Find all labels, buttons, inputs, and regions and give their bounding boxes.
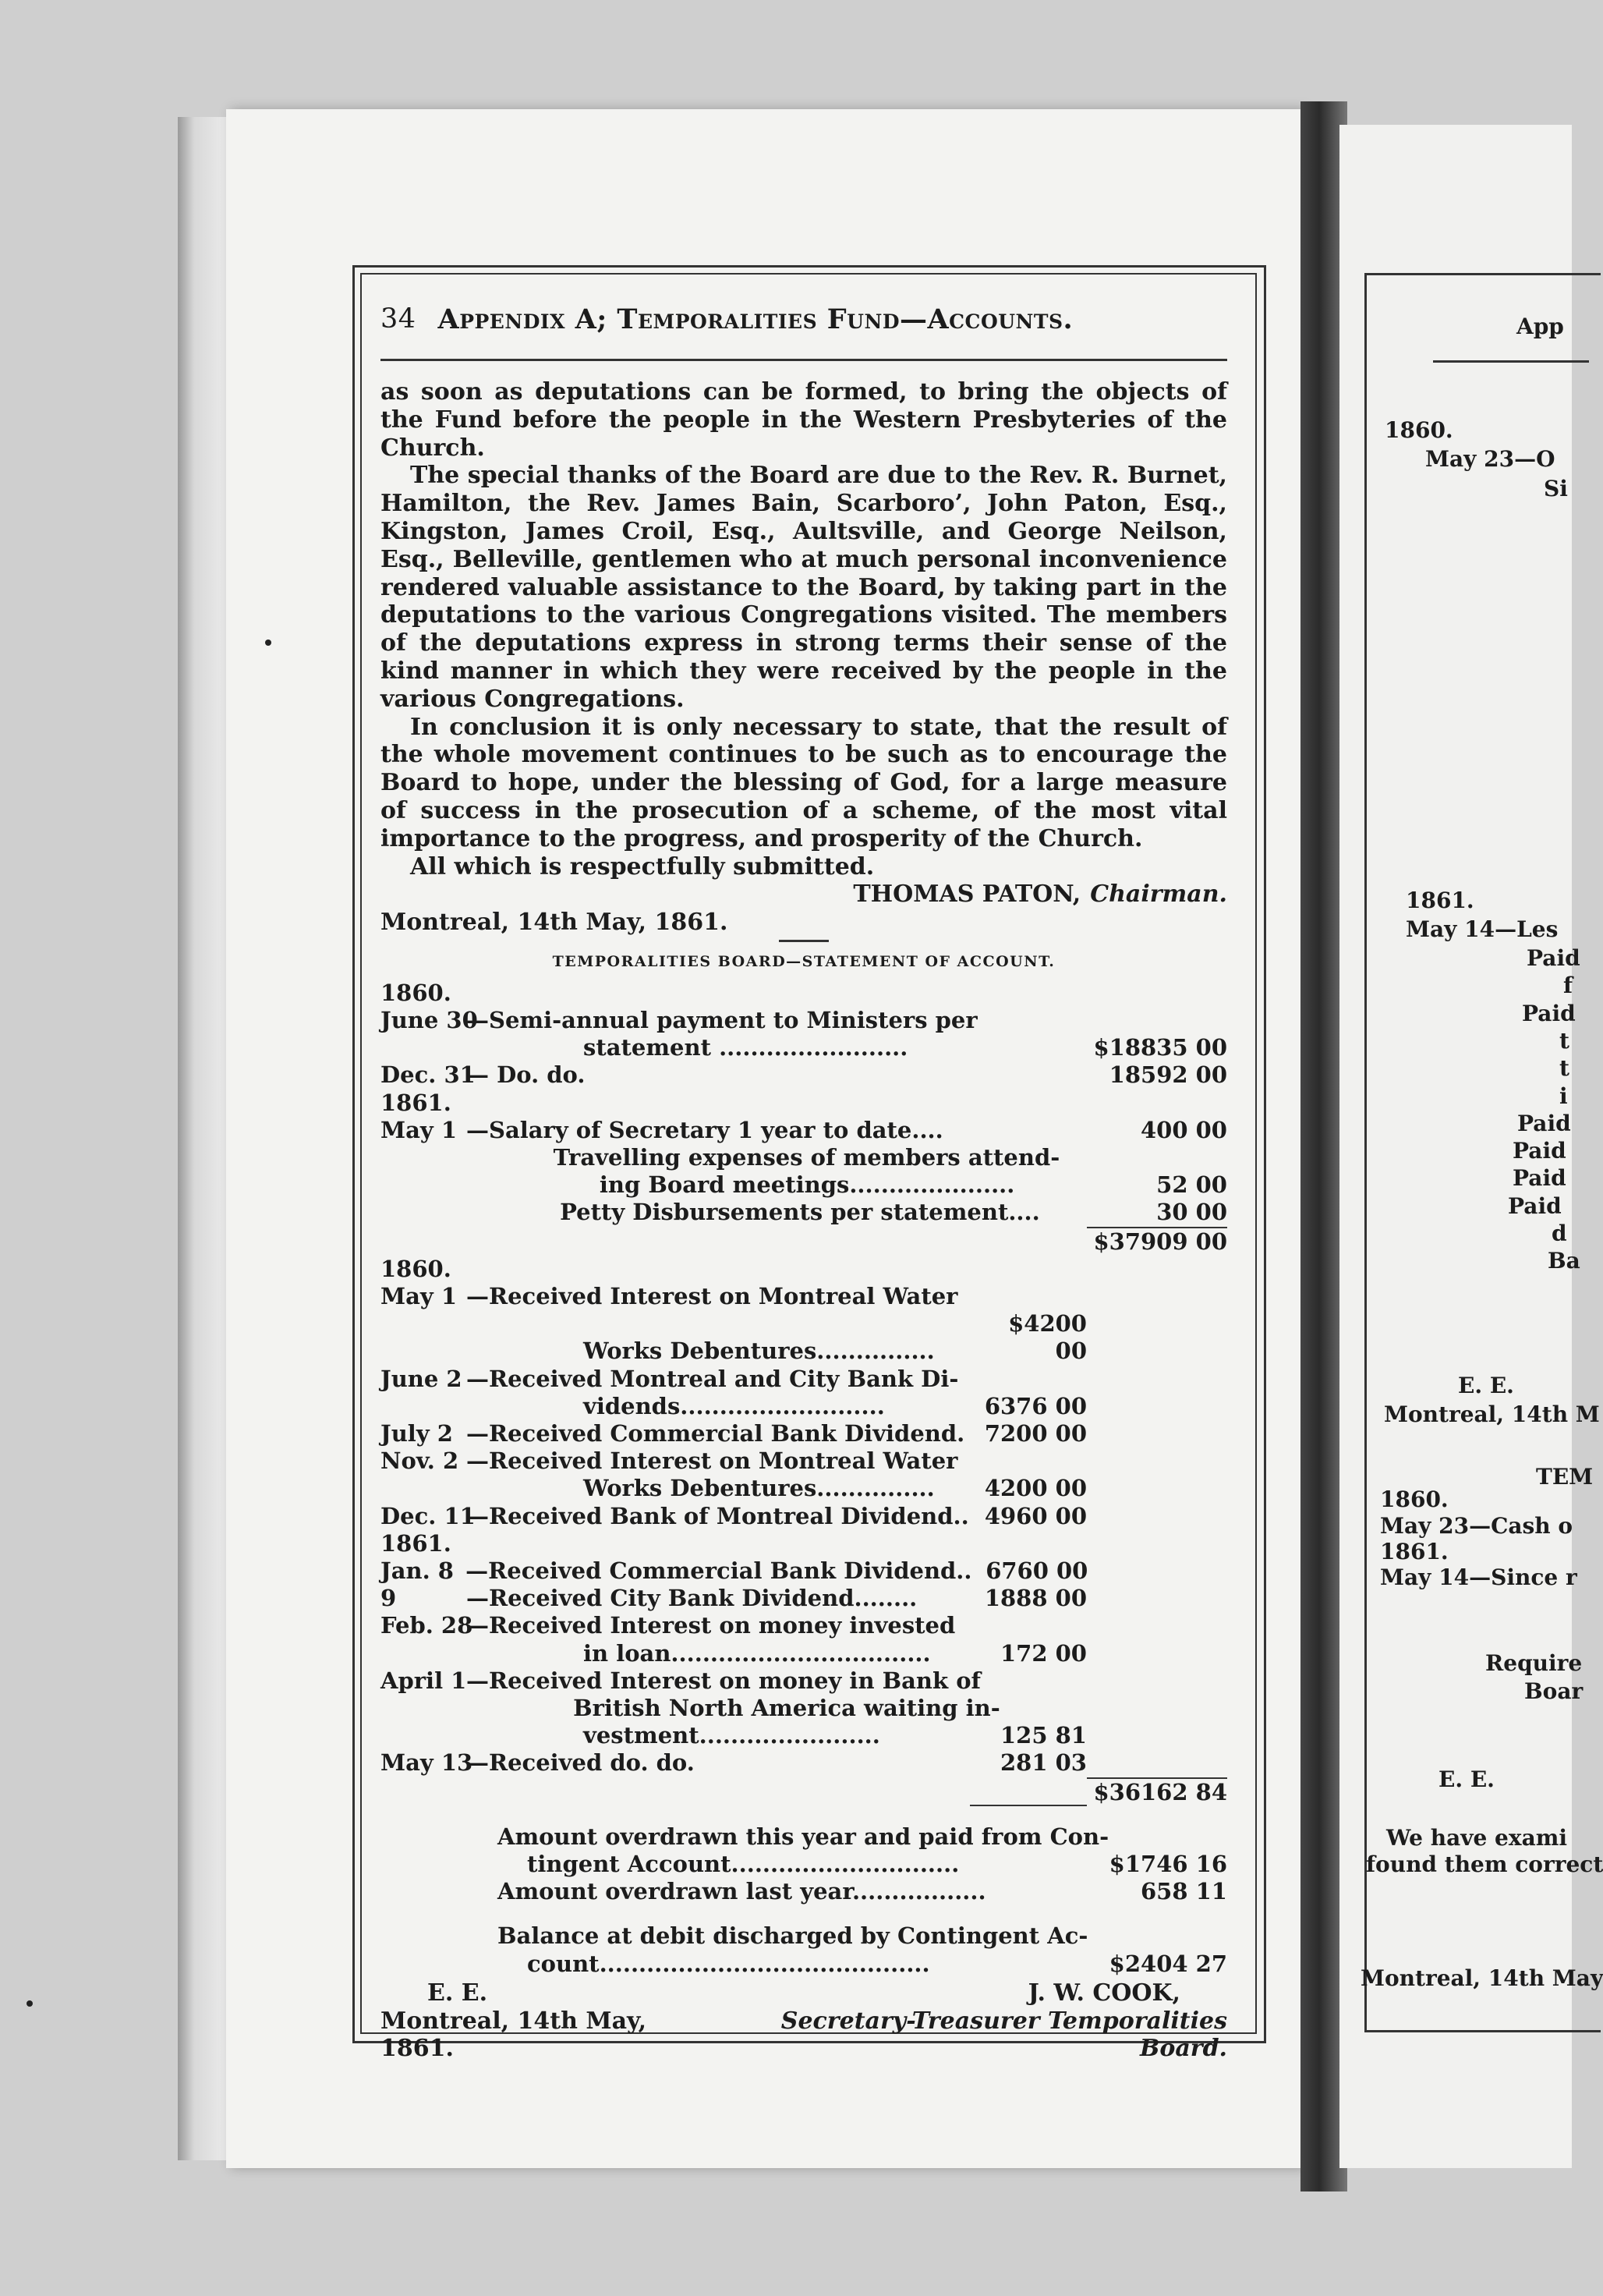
entry-description: —Received Montreal and City Bank Di- — [466, 1365, 959, 1392]
year-heading — [380, 1530, 1227, 1557]
entry-date: 1861. — [380, 1529, 451, 1557]
signatory-title: Chairman. — [1090, 880, 1227, 909]
right-page-line: Boar — [1524, 1678, 1584, 1704]
signatory-name: THOMAS PATON, — [853, 880, 1081, 909]
inner-amount: 6760 00 — [986, 1557, 1088, 1584]
paragraph: as soon as deputations can be formed, to bring the objects of the Fund before the people in the Western Presbyteries of the Church. — [380, 378, 1227, 462]
entry-date: 1860. — [380, 979, 451, 1006]
inner-amount: 6376 00 — [984, 1392, 1087, 1419]
right-page-line: App — [1516, 314, 1564, 339]
outer-amount: 18592 00 — [1109, 1061, 1227, 1089]
right-page-line: t — [1559, 1028, 1569, 1054]
report-place-date: Montreal, 14th May, 1861. — [380, 909, 728, 937]
entry-date: May 1 — [380, 1282, 458, 1309]
summary-row — [380, 1922, 1227, 1950]
right-page-line: found them correct — [1366, 1851, 1603, 1877]
summary-description: Balance at debit discharged by Contingent Ac- — [497, 1922, 1088, 1950]
right-page-line: t — [1559, 1055, 1569, 1081]
right-page-line: 1860. — [1385, 417, 1453, 443]
entry-description: Travelling expenses of members attend- — [553, 1143, 1060, 1171]
paper-speck — [27, 2000, 33, 2007]
right-page-line: May 14—Les — [1406, 916, 1559, 942]
entry-date: Dec. 31 — [380, 1061, 476, 1089]
entry-description: ing Board meetings..................... — [599, 1171, 1015, 1199]
entry-date: June 2 — [380, 1365, 462, 1392]
summary-amount: $2404 27 — [1109, 1950, 1227, 1977]
receipts-total: $36162 84 — [1087, 1777, 1227, 1806]
summary-row — [380, 1878, 1227, 1905]
right-page-line: Paid — [1522, 1001, 1576, 1026]
account-row — [380, 1722, 1227, 1749]
right-page-line: Si — [1544, 476, 1568, 501]
statement-title: TEMPORALITIES BOARD—STATEMENT OF ACCOUNT. — [552, 952, 1056, 970]
right-page-header-rule — [1433, 360, 1589, 363]
account-row — [380, 1310, 1227, 1365]
account-row — [380, 1640, 1227, 1667]
summary-description: count.......................................... — [527, 1950, 930, 1977]
entry-date: Nov. 2 — [380, 1447, 459, 1475]
account-row — [380, 1447, 1227, 1475]
entry-date: June 30 — [380, 1006, 478, 1033]
balance-summary — [380, 1922, 1227, 1977]
entry-description: Works Debentures............... — [583, 1475, 935, 1502]
year-heading — [380, 1256, 1227, 1283]
account-statement — [380, 980, 1227, 1978]
summary-description: tingent Account............................. — [527, 1851, 960, 1878]
entry-description: Petty Disbursements per statement.... — [560, 1199, 1040, 1226]
page-content — [380, 281, 1228, 2063]
right-page-line: Ba — [1548, 1248, 1580, 1274]
right-page-line: Montreal, 14th May — [1361, 1965, 1603, 1991]
right-page-line: Paid — [1517, 1111, 1571, 1136]
right-page-line: Montreal, 14th M — [1384, 1401, 1600, 1427]
entry-description: — Do. do. — [466, 1061, 586, 1089]
summary-amount: $1746 16 — [1109, 1851, 1227, 1878]
outer-amount: 30 00 — [1156, 1199, 1228, 1226]
entry-date: Jan. 8 — [380, 1557, 454, 1584]
entry-description: —Received Interest on money invested — [466, 1612, 956, 1639]
account-row — [380, 1061, 1227, 1089]
entry-description: —Received Interest on Montreal Water — [466, 1282, 958, 1309]
account-row — [380, 1283, 1227, 1310]
account-row — [380, 1667, 1227, 1695]
right-page-line: Paid — [1513, 1165, 1566, 1191]
entry-description: —Received Bank of Montreal Dividend.. — [466, 1502, 969, 1529]
inner-amount: 281 03 — [1000, 1749, 1087, 1777]
outer-amount: $18835 00 — [1093, 1034, 1227, 1061]
right-page-line: May 23—Cash o — [1380, 1513, 1573, 1539]
inner-amount: 172 00 — [1000, 1639, 1087, 1667]
account-row — [380, 1475, 1227, 1502]
entry-description: —Received Commercial Bank Dividend. — [466, 1419, 965, 1447]
paper-speck — [265, 640, 271, 646]
entry-description: vestment....................... — [583, 1722, 880, 1749]
inner-amount: $4200 00 — [1008, 1310, 1087, 1365]
right-page-line: f — [1563, 973, 1573, 998]
right-page-line: E. E. — [1438, 1766, 1495, 1792]
summary-row — [380, 1951, 1227, 1978]
right-page-line: d — [1552, 1221, 1567, 1246]
account-row — [380, 1034, 1227, 1061]
book-edge — [178, 117, 232, 2160]
right-page-line: Paid — [1508, 1193, 1562, 1219]
summary-row — [380, 1851, 1227, 1878]
right-page-line: 1861. — [1380, 1539, 1449, 1564]
report-signature — [380, 880, 1227, 909]
entry-description: vidends.......................... — [583, 1392, 885, 1419]
account-row — [380, 1749, 1227, 1777]
receipts-section — [380, 1256, 1227, 1777]
right-page-line: Paid — [1513, 1138, 1566, 1164]
summary-amount: 658 11 — [1141, 1878, 1227, 1905]
paragraph: All which is respectfully submitted. — [410, 852, 875, 880]
paragraph: In conclusion it is only necessary to state, that the result of the whole movement continues to be such as to encourage the Board to hope, under the blessing of God, for a large measure of success in the prosecution of a scheme, of the most vital importance to the progress, and prosperity of the Church. — [380, 713, 1227, 852]
payments-section — [380, 980, 1227, 1227]
entry-date: May 1 — [380, 1116, 458, 1143]
entry-description: —Salary of Secretary 1 year to date.... — [466, 1116, 943, 1143]
account-row — [380, 1007, 1227, 1034]
paragraph: The special thanks of the Board are due to the Rev. R. Burnet, Hamilton, the Rev. James Bain, Scarboro’, John Paton, Esq., Kingston, James Croil, Esq., Aultsville, and George Neilson, Esq., Belleville, gentlemen who at much personal inconvenience rendered valuable assistance to the Board, by taking part in the deputations to the various Congregations visited. The members of the deputations express in strong terms their sense of the kind manner in which they were received by the people in the various Congregations. — [380, 462, 1227, 713]
account-row — [380, 1503, 1227, 1530]
account-row — [380, 1366, 1227, 1393]
right-page-line: We have exami — [1386, 1825, 1567, 1851]
statement-place-date: Montreal, 14th May, 1861. — [380, 2007, 647, 2063]
account-row — [380, 1393, 1227, 1420]
account-row — [380, 1117, 1227, 1144]
right-page-line: 1861. — [1406, 888, 1474, 913]
entry-description: statement ........................ — [583, 1034, 908, 1061]
payments-total-row — [380, 1227, 1227, 1256]
entry-description: —Received Interest on money in Bank of — [466, 1667, 982, 1694]
section-rule — [779, 940, 829, 942]
entry-description: —Semi-annual payment to Ministers per — [466, 1006, 978, 1033]
entry-date: April 1 — [380, 1667, 467, 1694]
entry-date: Feb. 28 — [380, 1612, 473, 1639]
entry-description: British North America waiting in- — [573, 1695, 1000, 1722]
entry-date: 1861. — [380, 1089, 451, 1116]
entry-description: Works Debentures............... — [583, 1338, 935, 1365]
right-page-line: TEM — [1536, 1464, 1594, 1490]
right-page-line: May 14—Since r — [1380, 1564, 1577, 1590]
entry-date: 9 — [380, 1585, 397, 1612]
receipts-total-row — [380, 1777, 1227, 1806]
right-page-line: Paid — [1527, 945, 1580, 971]
entry-date: May 13 — [380, 1749, 473, 1777]
outer-amount: 400 00 — [1141, 1116, 1227, 1143]
summary-description: Amount overdrawn last year................. — [497, 1878, 986, 1905]
treasurer-name: J. W. COOK, — [1028, 1979, 1180, 2007]
initials: E. E. — [427, 1979, 488, 2007]
account-row — [380, 1199, 1227, 1226]
entry-date: July 2 — [380, 1419, 453, 1447]
treasurer-title: Secretary-Treasurer Temporalities Board. — [780, 2007, 1227, 2063]
overdraft-summary — [380, 1823, 1227, 1906]
running-header — [380, 281, 1227, 361]
account-row — [380, 1695, 1227, 1722]
statement-signature — [380, 1979, 1227, 2063]
summary-row — [380, 1823, 1227, 1851]
entry-description: —Received Interest on Montreal Water — [466, 1447, 958, 1475]
running-title: Appendix A; Temporalities Fund—Accounts. — [437, 303, 1074, 336]
page-number: 34 — [380, 303, 416, 335]
entry-description: in loan................................. — [583, 1639, 931, 1667]
inner-amount: 1888 00 — [984, 1585, 1087, 1612]
right-page-line: E. E. — [1458, 1373, 1514, 1398]
account-row — [380, 1171, 1227, 1199]
entry-description: —Received City Bank Dividend........ — [466, 1585, 918, 1612]
payments-total: $37909 00 — [1087, 1227, 1227, 1256]
report-text — [380, 378, 1227, 880]
year-heading — [380, 1090, 1227, 1117]
entry-date: Dec. 11 — [380, 1502, 476, 1529]
account-row — [380, 1585, 1227, 1612]
account-row — [380, 1612, 1227, 1639]
right-page-line: May 23—O — [1425, 446, 1555, 472]
inner-amount: 125 81 — [1000, 1722, 1087, 1749]
entry-description: —Received do. do. — [466, 1749, 695, 1777]
summary-description: Amount overdrawn this year and paid from Con- — [497, 1823, 1109, 1850]
account-row — [380, 1144, 1227, 1171]
inner-amount: 7200 00 — [984, 1419, 1087, 1447]
outer-amount: 52 00 — [1156, 1171, 1227, 1199]
right-page-line: i — [1559, 1083, 1568, 1109]
right-page-line: 1860. — [1380, 1486, 1449, 1512]
entry-date: 1860. — [380, 1255, 451, 1282]
account-row — [380, 1420, 1227, 1447]
inner-amount: 4200 00 — [984, 1475, 1087, 1502]
year-heading — [380, 980, 1227, 1007]
account-row — [380, 1557, 1227, 1585]
entry-description: —Received Commercial Bank Dividend.. — [465, 1557, 972, 1584]
right-page-line: Require — [1485, 1650, 1583, 1676]
inner-amount: 4960 00 — [984, 1502, 1087, 1529]
